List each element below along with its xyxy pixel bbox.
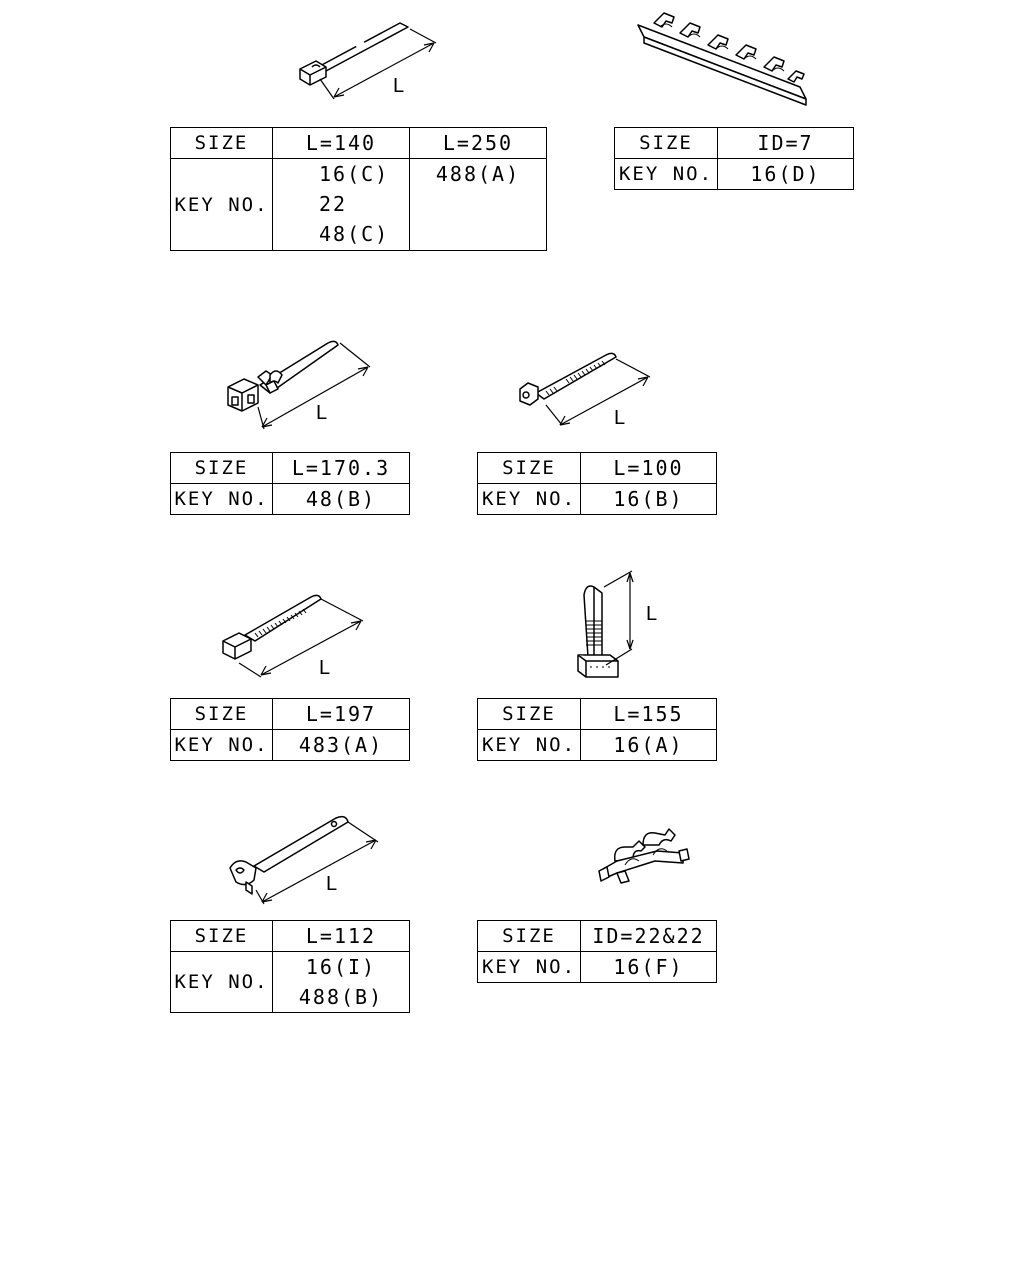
clip-d-drawing bbox=[510, 345, 670, 435]
clip-d-dimension-label: L bbox=[614, 407, 626, 429]
size-header: SIZE bbox=[171, 699, 273, 730]
clip-e-drawing bbox=[215, 585, 375, 680]
clip-b-drawing bbox=[630, 5, 820, 115]
key-number: 483(A) bbox=[273, 730, 410, 761]
size-header: SIZE bbox=[171, 128, 273, 159]
clip-a-spec-table bbox=[170, 127, 547, 251]
size-value: L=140 bbox=[273, 128, 410, 159]
size-value: L=197 bbox=[273, 699, 410, 730]
clip-c-spec-table bbox=[170, 452, 410, 515]
clip-f-dimension-label: L bbox=[646, 603, 658, 625]
size-header: SIZE bbox=[478, 699, 581, 730]
key-number: 16(I) bbox=[305, 955, 377, 979]
clip-f-spec-table bbox=[477, 698, 717, 761]
clip-e-dimension-label: L bbox=[319, 657, 331, 679]
key-number: 16(F) bbox=[581, 952, 717, 983]
size-value: L=250 bbox=[410, 128, 547, 159]
clip-a-dimension-label: L bbox=[393, 75, 405, 97]
key-no-header: KEY NO. bbox=[171, 159, 273, 251]
size-header: SIZE bbox=[615, 128, 718, 159]
key-number: 488(A) bbox=[435, 162, 521, 186]
size-header: SIZE bbox=[171, 453, 273, 484]
key-number: 16(C) bbox=[319, 162, 390, 186]
key-number: 22 bbox=[319, 192, 348, 216]
key-number: 16(B) bbox=[581, 484, 717, 515]
size-value: ID=22&22 bbox=[581, 921, 717, 952]
size-value: L=100 bbox=[581, 453, 717, 484]
key-number: 48(B) bbox=[273, 484, 410, 515]
clip-b-spec-table bbox=[614, 127, 854, 190]
key-number: 48(C) bbox=[319, 222, 390, 246]
size-value: ID=7 bbox=[718, 128, 854, 159]
size-header: SIZE bbox=[171, 921, 273, 952]
clip-d-spec-table bbox=[477, 452, 717, 515]
size-value: L=112 bbox=[273, 921, 410, 952]
clip-e-spec-table bbox=[170, 698, 410, 761]
size-value: L=170.3 bbox=[273, 453, 410, 484]
key-no-header: KEY NO. bbox=[171, 484, 273, 515]
key-no-header: KEY NO. bbox=[478, 952, 581, 983]
key-no-header: KEY NO. bbox=[171, 952, 273, 1013]
clip-g-spec-table bbox=[170, 920, 410, 1013]
clip-a-drawing bbox=[290, 15, 450, 105]
size-value: L=155 bbox=[581, 699, 717, 730]
clip-g-drawing bbox=[220, 810, 385, 910]
size-header: SIZE bbox=[478, 453, 581, 484]
clip-g-dimension-label: L bbox=[326, 873, 338, 895]
clip-h-drawing bbox=[595, 825, 695, 900]
key-number: 16(D) bbox=[718, 159, 854, 190]
size-header: SIZE bbox=[478, 921, 581, 952]
key-number: 488(B) bbox=[298, 985, 384, 1009]
clip-f-drawing bbox=[570, 565, 650, 685]
clip-h-spec-table bbox=[477, 920, 717, 983]
clip-c-drawing bbox=[220, 335, 380, 435]
key-no-header: KEY NO. bbox=[615, 159, 718, 190]
key-no-header: KEY NO. bbox=[478, 730, 581, 761]
clip-c-dimension-label: L bbox=[316, 402, 328, 424]
key-no-header: KEY NO. bbox=[171, 730, 273, 761]
key-no-header: KEY NO. bbox=[478, 484, 581, 515]
key-number: 16(A) bbox=[581, 730, 717, 761]
